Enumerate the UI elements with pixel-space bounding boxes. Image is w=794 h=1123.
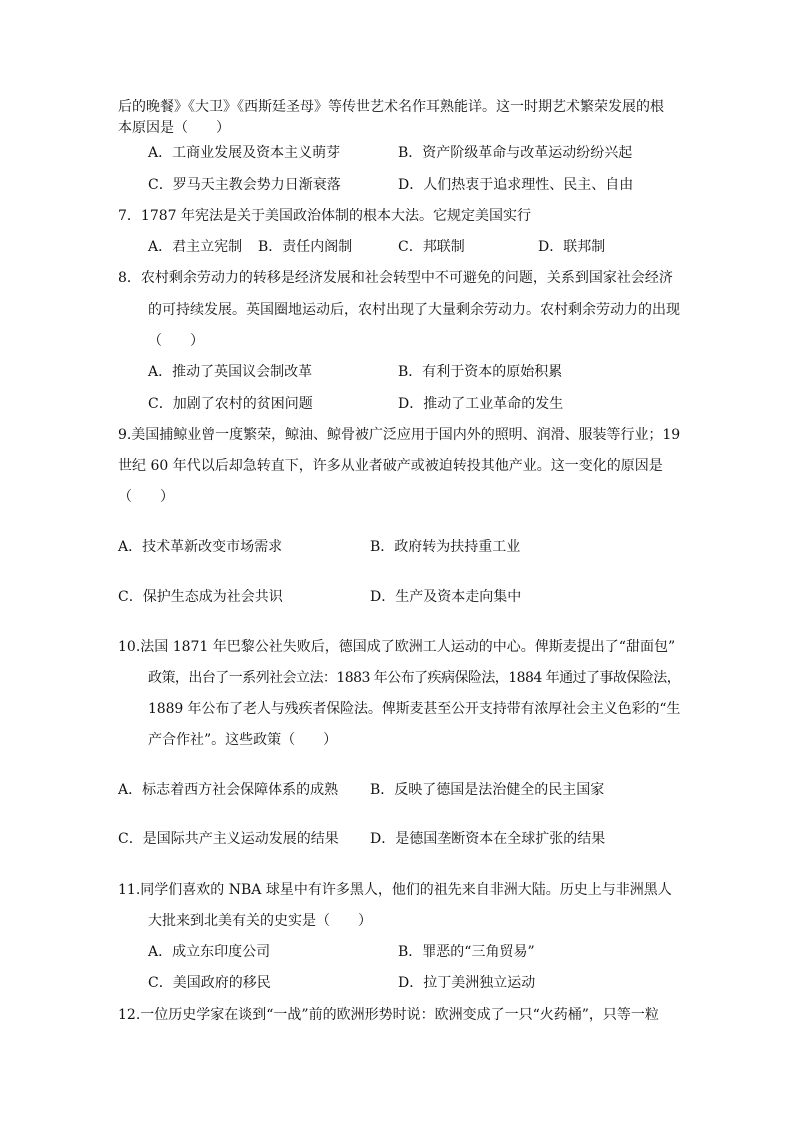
q8-option-c: C．加剧了农村的贫困问题 <box>148 396 313 412</box>
q8-option-b: B．有利于资本的原始积累 <box>398 364 563 380</box>
q7-option-a: A．君主立宪制 <box>148 239 243 255</box>
q7-option-c: C．邦联制 <box>398 239 465 255</box>
q9-option-b: B．政府转为扶持重工业 <box>370 539 521 555</box>
q11-option-d: D．拉丁美洲独立运动 <box>398 975 536 991</box>
q10-stem-line2: 政策，出台了一系列社会立法：1883 年公布了疾病保险法，1884 年通过了事故保险法， <box>148 670 681 686</box>
q6-option-d: D．人们热衷于追求理性、民主、自由 <box>398 177 634 193</box>
q9-stem-line1: 9.美国捕鲸业曾一度繁荣，鲸油、鲸骨被广泛应用于国内外的照明、润滑、服装等行业；19 <box>118 427 681 443</box>
q9-stem-line2: 世纪 60 年代以后却急转直下，许多从业者破产或被迫转投其他产业。这一变化的原因是 <box>118 458 663 474</box>
q10-option-d: D．是德国垄断资本在全球扩张的结果 <box>370 831 606 847</box>
q7-stem: 7．1787 年宪法是关于美国政治体制的根本大法。它规定美国实行 <box>118 208 531 224</box>
q6-text-line2: 本原因是（ ） <box>118 120 230 136</box>
q11-stem-line2: 大批来到北美有关的史实是（ ） <box>148 913 372 929</box>
q9-stem-line3: （ ） <box>118 489 174 505</box>
q6-option-a: A．工商业发展及资本主义萌芽 <box>148 145 341 161</box>
q10-option-c: C．是国际共产主义运动发展的结果 <box>118 831 339 847</box>
q6-text-line1: 后的晚餐》《大卫》《西斯廷圣母》等传世艺术名作耳熟能详。这一时期艺术繁荣发展的根 <box>118 99 664 115</box>
q10-option-b: B．反映了德国是法治健全的民主国家 <box>370 782 605 798</box>
q7-option-b: B．责任内阁制 <box>258 239 353 255</box>
q8-option-d: D．推动了工业革命的发生 <box>398 396 564 412</box>
q8-stem-line3: （ ） <box>148 333 204 349</box>
q11-option-c: C．美国政府的移民 <box>148 975 271 991</box>
q9-option-c: C．保护生态成为社会共识 <box>118 589 283 605</box>
q9-option-d: D．生产及资本走向集中 <box>370 589 522 605</box>
q7-option-d: D．联邦制 <box>538 239 606 255</box>
q12-stem-line1: 12.一位历史学家在谈到“一战”前的欧洲形势时说：欧洲变成了一只“火药桶”，只等一粒 <box>118 1007 659 1023</box>
q6-option-b: B．资产阶级革命与改革运动纷纷兴起 <box>398 145 633 161</box>
q10-stem-line4: 产合作社”。这些政策（ ） <box>148 732 338 748</box>
q11-option-b: B．罪恶的“三角贸易” <box>398 944 535 960</box>
q8-stem-line2: 的可持续发展。英国圈地运动后，农村出现了大量剩余劳动力。农村剩余劳动力的出现 <box>148 302 680 318</box>
q8-option-a: A．推动了英国议会制改革 <box>148 364 313 380</box>
q6-option-c: C．罗马天主教会势力日渐衰落 <box>148 177 341 193</box>
q9-option-a: A．技术革新改变市场需求 <box>118 539 283 555</box>
q8-stem-line1: 8．农村剩余劳动力的转移是经济发展和社会转型中不可避免的问题，关系到国家社会经济 <box>118 270 673 286</box>
q10-stem-line3: 1889 年公布了老人与残疾者保险法。俾斯麦甚至公开支持带有浓厚社会主义色彩的“生 <box>148 701 681 717</box>
q10-option-a: A．标志着西方社会保障体系的成熟 <box>118 782 339 798</box>
q10-stem-line1: 10.法国 1871 年巴黎公社失败后，德国成了欧洲工人运动的中心。俾斯麦提出了“甜面包” <box>118 639 676 655</box>
q11-stem-line1: 11.同学们喜欢的 NBA 球星中有许多黑人，他们的祖先来自非洲大陆。历史上与非洲黑人 <box>118 882 672 898</box>
q11-option-a: A．成立东印度公司 <box>148 944 271 960</box>
